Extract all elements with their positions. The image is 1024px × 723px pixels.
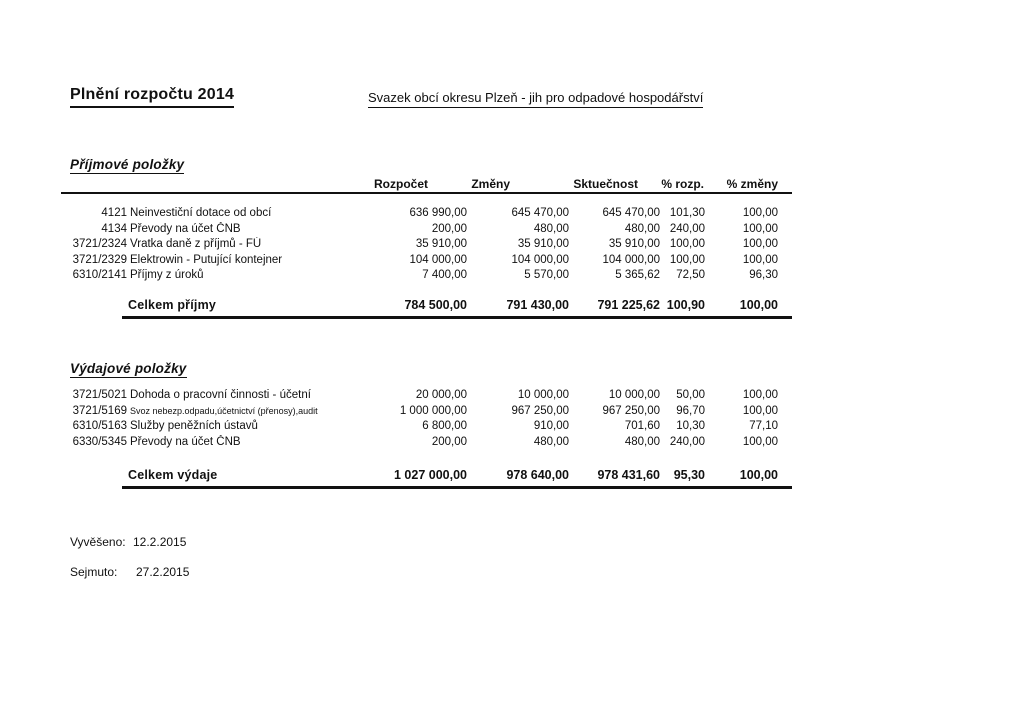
table-row — [70, 435, 778, 451]
row-description: Vratka daně z příjmů - FÚ — [130, 238, 262, 250]
column-header-skutecnost: Sktuečnost — [573, 177, 638, 191]
row-rozpocet: 20 000,00 — [415, 389, 467, 401]
row-description: Neinvestiční dotace od obcí — [130, 207, 272, 219]
row-zmeny: 480,00 — [533, 222, 569, 235]
row-pct-rozp: 72,50 — [676, 269, 705, 281]
row-skutecnost: 967 250,00 — [602, 404, 660, 417]
total-pct-zmeny: 100,00 — [739, 468, 778, 482]
row-code: 3721/2324 — [72, 238, 127, 250]
row-skutecnost: 104 000,00 — [602, 253, 660, 266]
total-zmeny: 791 430,00 — [506, 298, 569, 312]
row-rozpocet: 636 990,00 — [409, 207, 467, 219]
row-rozpocet: 35 910,00 — [415, 238, 467, 250]
removed-label: Sejmuto: — [70, 565, 118, 579]
row-pct-rozp: 100,00 — [669, 253, 705, 266]
row-skutecnost: 480,00 — [624, 222, 660, 235]
table-row — [70, 268, 778, 284]
column-header-pct-zmeny: % změny — [726, 177, 778, 191]
row-code: 3721/2329 — [72, 253, 127, 266]
row-code: 6310/2141 — [72, 269, 127, 281]
total-skutecnost: 978 431,60 — [597, 468, 660, 482]
total-label: Celkem příjmy — [128, 298, 217, 312]
table-row — [70, 237, 778, 253]
income-total-rule — [122, 316, 792, 319]
row-pct-rozp: 10,30 — [676, 420, 705, 432]
document-subtitle: Svazek obcí okresu Plzeň - jih pro odpadové hospodářství — [368, 90, 703, 108]
row-zmeny: 35 910,00 — [517, 238, 569, 250]
row-skutecnost: 5 365,62 — [615, 269, 660, 281]
expense-total-row — [70, 468, 778, 482]
row-pct-rozp: 101,30 — [669, 207, 705, 219]
row-description: Dohoda o pracovní činnosti - účetní — [130, 389, 311, 401]
table-row — [70, 253, 778, 269]
row-zmeny: 10 000,00 — [517, 389, 569, 401]
header-rule — [61, 192, 792, 194]
total-label: Celkem výdaje — [128, 468, 218, 482]
total-zmeny: 978 640,00 — [506, 468, 569, 482]
row-code: 4134 — [101, 222, 127, 235]
income-total-row — [70, 298, 778, 312]
row-description: Příjmy z úroků — [130, 269, 204, 281]
total-pct-zmeny: 100,00 — [739, 298, 778, 312]
row-skutecnost: 701,60 — [624, 420, 660, 432]
row-rozpocet: 1 000 000,00 — [399, 404, 467, 417]
row-pct-zmeny: 100,00 — [742, 238, 778, 250]
row-rozpocet: 200,00 — [431, 222, 467, 235]
row-pct-zmeny: 100,00 — [742, 207, 778, 219]
row-skutecnost: 10 000,00 — [608, 389, 660, 401]
row-pct-zmeny: 77,10 — [749, 420, 778, 432]
income-section-heading: Příjmové položky — [70, 157, 185, 172]
row-pct-zmeny: 100,00 — [742, 253, 778, 266]
row-pct-zmeny: 100,00 — [742, 389, 778, 401]
table-row — [70, 206, 778, 222]
row-pct-zmeny: 96,30 — [749, 269, 778, 281]
row-rozpocet: 7 400,00 — [422, 269, 467, 281]
row-rozpocet: 6 800,00 — [422, 420, 467, 432]
total-skutecnost: 791 225,62 — [597, 298, 660, 312]
table-row — [70, 419, 778, 435]
row-skutecnost: 480,00 — [624, 435, 660, 448]
row-description: Svoz nebezp.odpadu,účetnictví (přenosy),audit — [130, 405, 318, 416]
column-header-pct-rozp: % rozp. — [661, 177, 704, 191]
column-header-zmeny: Změny — [471, 177, 510, 191]
posted-label: Vyvěšeno: — [70, 535, 126, 549]
row-zmeny: 480,00 — [533, 435, 569, 448]
row-code: 4121 — [101, 207, 127, 219]
total-rozpocet: 1 027 000,00 — [394, 468, 467, 482]
row-pct-rozp: 100,00 — [669, 238, 705, 250]
posted-date: 12.2.2015 — [133, 535, 187, 549]
row-description: Elektrowin - Putující kontejner — [130, 253, 283, 266]
document-title: Plnění rozpočtu 2014 — [70, 86, 234, 108]
table-row — [70, 404, 778, 420]
row-skutecnost: 35 910,00 — [608, 238, 660, 250]
row-description: Převody na účet ČNB — [130, 435, 241, 448]
row-pct-rozp: 50,00 — [676, 389, 705, 401]
row-zmeny: 967 250,00 — [511, 404, 569, 417]
row-pct-zmeny: 100,00 — [742, 404, 778, 417]
total-pct-rozp: 95,30 — [673, 468, 705, 482]
row-rozpocet: 200,00 — [431, 435, 467, 448]
row-pct-zmeny: 100,00 — [742, 222, 778, 235]
row-description: Převody na účet ČNB — [130, 222, 241, 235]
column-header-rozpocet: Rozpočet — [374, 177, 428, 191]
row-zmeny: 910,00 — [533, 420, 569, 432]
expense-rows — [70, 388, 778, 450]
row-zmeny: 645 470,00 — [511, 207, 569, 219]
row-pct-rozp: 240,00 — [669, 222, 705, 235]
row-pct-rozp: 240,00 — [669, 435, 705, 448]
row-zmeny: 104 000,00 — [511, 253, 569, 266]
row-code: 6330/5345 — [72, 435, 127, 448]
row-skutecnost: 645 470,00 — [602, 207, 660, 219]
row-code: 3721/5169 — [72, 404, 127, 417]
row-pct-zmeny: 100,00 — [742, 435, 778, 448]
row-code: 6310/5163 — [72, 420, 127, 432]
expense-section-heading: Výdajové položky — [70, 361, 187, 376]
row-pct-rozp: 96,70 — [676, 404, 705, 417]
table-row — [70, 222, 778, 238]
expense-total-rule — [122, 486, 792, 489]
income-column-header-row — [70, 177, 778, 191]
row-zmeny: 5 570,00 — [524, 269, 569, 281]
total-pct-rozp: 100,90 — [666, 298, 705, 312]
row-description: Služby peněžních ústavů — [130, 420, 258, 432]
total-rozpocet: 784 500,00 — [404, 298, 467, 312]
row-rozpocet: 104 000,00 — [409, 253, 467, 266]
table-row — [70, 388, 778, 404]
income-rows — [70, 206, 778, 284]
row-code: 3721/5021 — [72, 389, 127, 401]
removed-date: 27.2.2015 — [136, 565, 190, 579]
